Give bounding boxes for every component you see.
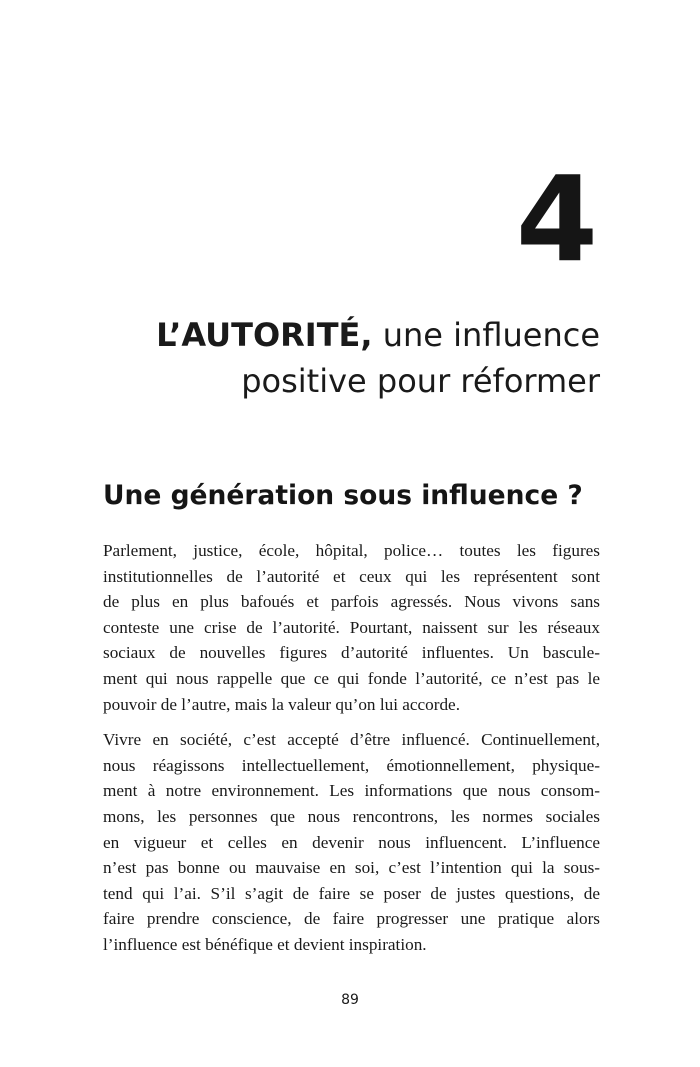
page-number: 89 (341, 992, 359, 1008)
text-line: Parlement, justice, école, hôpital, police… toutes les figures (103, 541, 600, 560)
chapter-title (80, 312, 600, 404)
chapter-title-line2: positive pour réformer (241, 362, 600, 400)
text-line: mons, les personnes que nous rencontrons, les normes sociales (103, 806, 600, 826)
section-heading: Une génération sous influence ? (103, 480, 583, 511)
text-line: conteste une crise de l’autorité. Pourtant, naissent sur les réseaux (103, 617, 600, 637)
paragraph (103, 727, 600, 957)
text-line: n’est pas bonne ou mauvaise en soi, c’est l’intention qui la sous- (103, 858, 600, 878)
text-line: ment qui nous rappelle que ce qui fonde l’autorité, ce n’est pas le (103, 668, 600, 688)
paragraph (103, 538, 600, 717)
text-line: tend qui l’ai. S’il s’agit de faire se poser de justes questions, de (103, 883, 600, 903)
chapter-title-emphasis: L’AUTORITÉ, (156, 316, 373, 354)
text-line: ment à notre environnement. Les informations que nous consom- (103, 781, 600, 801)
text-line: en vigueur et celles en devenir nous influencent. L’influence (103, 832, 600, 852)
body-text (103, 538, 600, 968)
text-line: sociaux de nouvelles figures d’autorité influentes. Un bascule- (103, 643, 600, 663)
chapter-number: 4 (515, 150, 598, 288)
text-line: nous réagissons intellectuellement, émotionnellement, physique- (103, 755, 600, 775)
text-line: institutionnelles de l’autorité et ceux qui les représentent sont (103, 566, 600, 586)
text-line: pouvoir de l’autre, mais la valeur qu’on lui accorde. (103, 694, 460, 714)
chapter-title-line1: une influence (372, 316, 600, 354)
text-line: de plus en plus bafoués et parfois agressés. Nous vivons sans (103, 592, 600, 612)
text-line: faire prendre conscience, de faire progresser une pratique alors (103, 909, 600, 929)
text-line: l’influence est bénéfique et devient inspiration. (103, 934, 427, 954)
text-line: Vivre en société, c’est accepté d’être influencé. Continuellement, (103, 730, 600, 750)
